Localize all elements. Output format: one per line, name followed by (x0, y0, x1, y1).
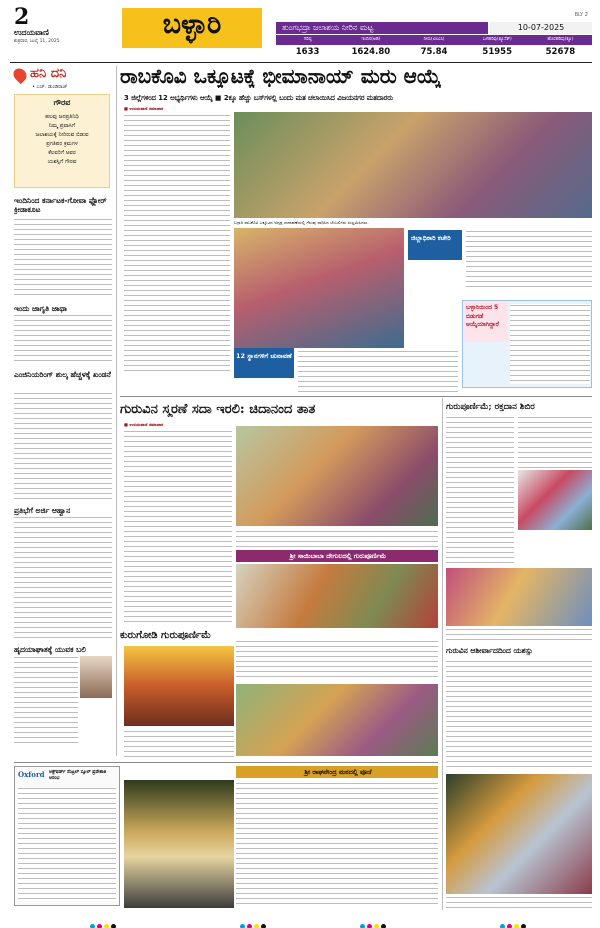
lead-photo-caption: ಬಳ್ಳಾರಿ ರಾಬಕೊವಿ ಒಕ್ಕೂಟದ ಅಧ್ಯಕ್ಷ ಚುನಾವಣೆಯಲ್ಲಿ ಗೆಲುವು ಸಾಧಿಸಿದ ಬೆಂಬಲಿಗರು ಸಂಭ್ರಮಿಸಿದರು. (234, 220, 369, 225)
poem-title: ಗೌರವ (53, 98, 71, 107)
guru-headline: ಗುರುವಿನ ಸ್ಮರಣೆ ಸದಾ ಇರಲಿ: ಚಿದಾನಂದ ತಾತ (120, 402, 316, 417)
dam-header: ಗರಿಷ್ಠ (303, 37, 312, 42)
collector-label: ಜಿಲ್ಲಾಧಿಕಾರಿ ಕಚೇರಿ (411, 234, 451, 242)
lead-body-4 (466, 230, 592, 290)
lead-photo-2 (234, 228, 404, 348)
dam-value: 52678 (545, 47, 576, 57)
page-label: BLY 2 (574, 12, 588, 18)
left-article-5-body (14, 656, 78, 746)
poem-line: ಕೆಲವರಿಗೆ ಅವರ (48, 150, 76, 156)
side-box-body (510, 304, 590, 384)
honey-author: • ಎಚ್. ಡುಂಡಿರಾಜ್ (32, 84, 68, 90)
right-photo-2 (446, 568, 592, 626)
mathada-title: ಶ್ರೀ ರಾಘವೇಂದ್ರ ಮಠದಲ್ಲಿ ಪೂಜೆ (304, 768, 372, 776)
left-column-rule (116, 66, 117, 756)
right-body-2 (518, 416, 592, 468)
poem-box (14, 94, 110, 188)
school-logo: Oxford (18, 770, 45, 779)
left-headline-3: ಎಂಜಿನಿಯರಿಂಗ್ ಶುಲ್ಕ ಹೆಚ್ಚಳಕ್ಕೆ ಖಂಡನೆ (14, 370, 111, 379)
right-headline-2: ಗುರುವಿನ ಆಶೀರ್ವಾದದಿಂದ ಯಶಸ್ಸು (446, 646, 533, 655)
left-article-1-body (14, 218, 112, 298)
victim-photo (80, 656, 112, 698)
poem-line: ಜಲಾಶಯಕ್ಕೆ ನೀರಿರುವ ಬಿಡುವ (35, 132, 89, 138)
guru-body (124, 430, 232, 626)
dam-value: 1624.80 (351, 47, 391, 57)
seats-label: 12 ಸ್ಥಾನಗಳಿಗೆ ಚುನಾವಣೆ (236, 352, 292, 360)
lead-byline: ■ ಉದಯವಾಣಿ ಸಮಾಚಾರ (124, 106, 164, 111)
paper-name: ಉದಯವಾಣಿ (14, 28, 49, 37)
poem-line: ಪ್ರಗತಿಪರ ಕ್ರಮಗಳ (46, 141, 78, 147)
bottom-rule (14, 762, 438, 763)
left-headline-4: ಪ್ರತಿಭೆಗೆ ಅರ್ಜಿ ಆಹ್ವಾನ (14, 506, 71, 515)
lead-rule (120, 396, 592, 397)
left-article-3-body (14, 392, 112, 502)
honey-title: ಹನಿ ದನಿ (30, 66, 67, 81)
temple-photo (236, 564, 438, 628)
page-number: 2 (14, 4, 30, 30)
mathada-photo (124, 780, 234, 908)
right-caption-2 (446, 896, 592, 908)
left-article-4-body (14, 516, 112, 640)
lead-headline: ರಾಬಕೊವಿ ಒಕ್ಕೂಟಕ್ಕೆ ಭೀಮಾನಾಯ್ ಮರು ಆಯ್ಕೆ (120, 64, 441, 88)
right-body-1 (446, 416, 514, 566)
kuruli-photo (124, 646, 234, 726)
edition-date: ಶುಕ್ರವಾರ, ಜುಲೈ 11, 2025 (14, 39, 60, 44)
dam-header: ನೀರು(ಟಿಎಂಸಿ) (423, 37, 445, 42)
honey-logo-icon (11, 66, 29, 84)
left-article-2-body (14, 314, 112, 364)
lead-photo (234, 112, 592, 218)
temple-photo-2 (236, 684, 438, 756)
lead-subhead: 3 ಜಿಲ್ಲೆಗಳಿಂದ 12 ಅಭ್ಯರ್ಥಿಗಳು ಆಯ್ಕೆ ■ 2ಕ್ಕೂ ಹೆಚ್ಚು ಬಸ್‌ಗಳಲ್ಲಿ ಬಂದು ಮತ ಚಲಾಯಿಸಿದ ವಿಜಯನಗರ ಮತದಾರರು (124, 94, 394, 102)
dam-header: ಇಂದಿನ(ಅಡಿ) (361, 37, 381, 42)
dam-title: ತುಂಗಭದ್ರಾ ಜಲಾಶಯ ನೀರಿನ ಮಟ್ಟ (276, 22, 488, 34)
poem-line: ಹಲವು ಜನಪ್ರತಿನಿಧಿ (45, 114, 79, 120)
registration-marks (500, 914, 528, 928)
dam-header: ಹೊರಹರಿವು(ಕ್ಯೂ) (547, 37, 574, 42)
dam-value: 75.84 (420, 47, 448, 57)
left-headline-1: ಇಂದಿನಿಂದ ಕರ್ನಾಟಕ-ಗೋವಾ ಫ್ಲೋರ್ ಕ್ರೀಡಾಕೂಟ (14, 196, 107, 214)
right-caption (446, 628, 592, 642)
school-ad-body (18, 787, 116, 901)
left-headline-2: ಇಂದು ಜಾಗೃತಿ ಜಾಥಾ (14, 304, 67, 313)
lead-body-3 (298, 350, 458, 392)
right-body-3 (446, 660, 592, 770)
mathada-body (236, 782, 438, 908)
dam-values-row (276, 46, 592, 58)
right-photo-3 (446, 774, 592, 894)
lead-body-2 (124, 314, 230, 374)
poem-line: ಯಶಸ್ಸಿಗೆ ಗೌರವ (47, 159, 77, 165)
poem-line: ನಿಮ್ಮ ಪ್ರವಾಸಿಗೆ (48, 123, 76, 129)
registration-marks (240, 914, 268, 928)
dam-header: ಒಳಹರಿವು(ಕ್ಯೂಸೆಕ್) (482, 37, 512, 42)
temple-title: ಶ್ರೀ ಸಾಯಿಬಾಬಾ ದೇಗುಲದಲ್ಲಿ ಗುರುಪೂರ್ಣಿಮೆ (289, 552, 387, 560)
honey-dani-box (14, 66, 110, 190)
guru-byline: ■ ಉದಯವಾಣಿ ಸಮಾಚಾರ (124, 422, 164, 427)
kuruli-body (124, 730, 234, 760)
dam-value: 51955 (482, 47, 512, 57)
kuruli-headline: ಕುರುಗೋಡಿ ಗುರುಪೂರ್ಣಿಮೆ (120, 630, 212, 641)
temple-body (236, 640, 438, 680)
dam-date: 10-07-2025 (490, 22, 592, 34)
place-title: ಬಳ್ಳಾರಿ (162, 9, 222, 40)
lead-body-1 (124, 114, 230, 312)
guru-body-2 (236, 530, 438, 548)
left-headline-5: ಹೃದಯಾಘಾತಕ್ಕೆ ಯುವಕ ಬಲಿ (14, 645, 86, 654)
registration-marks (360, 914, 388, 928)
dam-headers-row (276, 35, 592, 45)
registration-marks (90, 914, 118, 928)
right-photo-1 (518, 470, 592, 530)
school-ad (14, 766, 120, 906)
dam-level-box (276, 22, 592, 60)
dam-value: 1633 (295, 47, 320, 57)
masthead-rule (10, 62, 592, 63)
right-column-rule (442, 398, 443, 910)
guru-photo (236, 426, 438, 526)
right-headline: ಗುರುಪೂರ್ಣಿಮೆ; ರಕ್ತದಾನ ಶಿಬಿರ (446, 402, 535, 412)
school-ad-text: ಆಕ್ಸ್‌ಫರ್ಡ್ ಸೆಂಟ್ರಲ್ ಸ್ಕೂಲ್ ಪ್ರವೇಶಾತಿ ಆರಂಭ (49, 770, 107, 781)
side-box-label: ಬಳ್ಳಾರಿಯಿಂದ 5 ಬಿಡುಗಡೆ ಆಯ್ಕೆಯಾಗಿದ್ದಾರೆ (466, 304, 499, 328)
